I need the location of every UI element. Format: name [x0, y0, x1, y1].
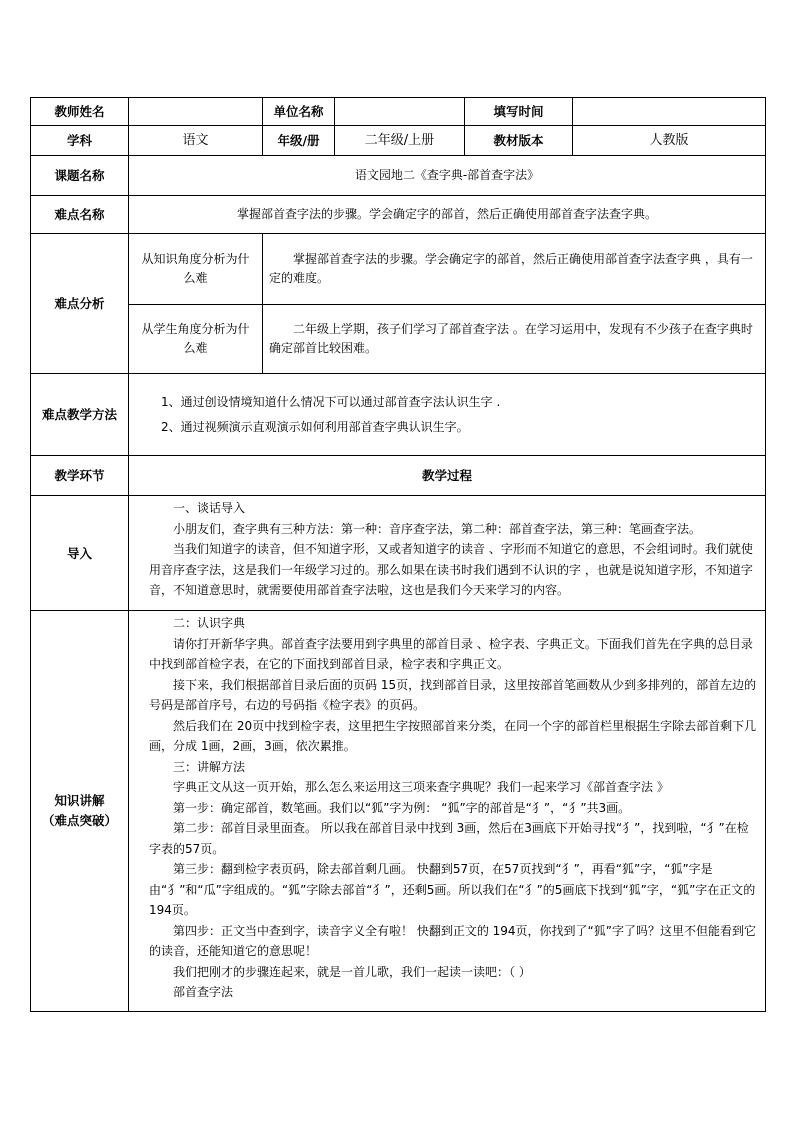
- knowledge-paragraph: 第一步：确定部首，数笔画。我们以“狐”字为例： “狐”字的部首是“犭”，“犭”共3画。: [173, 800, 631, 815]
- knowledge-paragraph: 字典正文从这一页开始，那么怎么来运用这三项来查字典呢？我们一起来学习《部首查字法 》: [173, 780, 669, 794]
- intro-content: [129, 496, 766, 611]
- intro-label: 导入: [31, 496, 129, 611]
- knowledge-angle-paragraph: 掌握部首查字法的步骤。学会确定字的部首，然后正确使用部首查字法查字典 ，具有一定的难度。: [269, 252, 753, 285]
- fill-date-label: 填写时间: [465, 98, 573, 126]
- intro-paragraph: 小朋友们，查字典有三种方法：第一种：音序查字法，第二种：部首查字法，第三种：笔画查字法。: [173, 521, 702, 536]
- teacher-name-label: 教师姓名: [31, 98, 129, 126]
- analysis-label: 难点分析: [31, 234, 129, 374]
- student-angle-text: [263, 305, 766, 374]
- knowledge-paragraph: 然后我们在 20页中找到检字表，这里把生字按照部首来分类，在同一个字的部首栏里根据生字除去部首剩下几画，分成 1画，2画，3画，依次累推。: [149, 718, 757, 753]
- knowledge-label-line1: 知识讲解: [54, 793, 105, 808]
- fill-date-value: [573, 98, 766, 126]
- intro-paragraph: 当我们知道字的读音，但不知道字形，又或者知道字的读音 、字形而不知道它的意思，不会组词时。我们就使用音序查字法，这是我们一年级学习过的。那么如果在读书时我们遇到不认识的字 ，也就是说知道字形，不知道字音，不知道意思时，就需要使用部首查字法啦，这也是我们今天来学习的内容。: [149, 542, 753, 597]
- methods-label: 难点教学方法: [31, 374, 129, 456]
- knowledge-paragraph: 接下来，我们根据部首目录后面的页码 15页，找到部首目录，这里按部首笔画数从少到多排列的，部首左边的号码是部首序号，右边的号码指《检字表》的页码。: [149, 677, 757, 712]
- knowledge-paragraph: 部首查字法: [173, 985, 234, 999]
- difficulty-value: 掌握部首查字法的步骤。学会确定字的部首，然后正确使用部首查字法查字典。: [129, 196, 766, 234]
- knowledge-content: [129, 611, 766, 1012]
- grade-value: 二年级/上册: [335, 126, 465, 156]
- knowledge-paragraph: 三：讲解方法: [173, 759, 246, 774]
- edition-label: 教材版本: [465, 126, 573, 156]
- teaching-process-label: 教学过程: [129, 456, 766, 496]
- student-angle-paragraph: 二年级上学期，孩子们学习了部首查字法 。在学习运用中，发现有不少孩子在查字典时确定部首比较困难。: [269, 322, 753, 355]
- knowledge-angle-label: 从知识角度分析为什么难: [129, 234, 263, 305]
- teaching-stage-label: 教学环节: [31, 456, 129, 496]
- difficulty-label: 难点名称: [31, 196, 129, 234]
- subject-label: 学科: [31, 126, 129, 156]
- knowledge-section-label: [31, 611, 129, 1012]
- methods-list: [129, 374, 766, 456]
- method-item: 1、通过创设情境知道什么情况下可以通过部首查字法认识生字 .: [161, 394, 501, 409]
- knowledge-paragraph: 我们把刚才的步骤连起来，就是一首儿歌，我们一起读一读吧：（ ）: [173, 964, 531, 979]
- knowledge-paragraph: 第二步：部首目录里面查。 所以我在部首目录中找到 3画，然后在3画底下开始寻找“犭”，找到啦，“犭”在检字表的57页。: [149, 821, 749, 856]
- unit-name-value: [335, 98, 465, 126]
- teacher-name-value: [129, 98, 263, 126]
- student-angle-label: 从学生角度分析为什么难: [129, 305, 263, 374]
- knowledge-paragraph: 第四步：正文当中查到字，读音字义全有啦！ 快翻到正文的 194页，你找到了“狐”字了吗？这里不但能看到它的读音，还能知道它的意思呢！: [149, 923, 756, 958]
- knowledge-paragraph: 第三步：翻到检字表页码，除去部首剩几画。 快翻到57页，在57页找到“犭”，再看“狐”字，“狐”字是由“犭”和“瓜”字组成的。“狐”字除去部首“犭”，还剩5画。所以我们在“犭”的5画底下找到“狐”字，“狐”字在正文的 194页。: [149, 862, 756, 917]
- subject-value: 语文: [129, 126, 263, 156]
- method-item: 2、通过视频演示直观演示如何利用部首查字典认识生字。: [161, 419, 469, 434]
- topic-value: 语文园地二《查字典-部首查字法》: [129, 156, 766, 196]
- knowledge-label-line2: （难点突破）: [41, 813, 117, 828]
- topic-label: 课题名称: [31, 156, 129, 196]
- intro-heading: 一、谈话导入: [173, 501, 246, 515]
- edition-value: 人教版: [573, 126, 766, 156]
- unit-name-label: 单位名称: [263, 98, 335, 126]
- knowledge-paragraph: 二：认识字典: [173, 616, 246, 630]
- knowledge-paragraph: 请你打开新华字典。部首查字法要用到字典里的部首目录 、检字表、字典正文。下面我们首先在字典的总目录中找到部首检字表，在它的下面找到部首目录，检字表和字典正文。: [149, 636, 753, 671]
- lesson-plan-table: [30, 97, 766, 1012]
- knowledge-angle-text: [263, 234, 766, 305]
- grade-label: 年级/册: [263, 126, 335, 156]
